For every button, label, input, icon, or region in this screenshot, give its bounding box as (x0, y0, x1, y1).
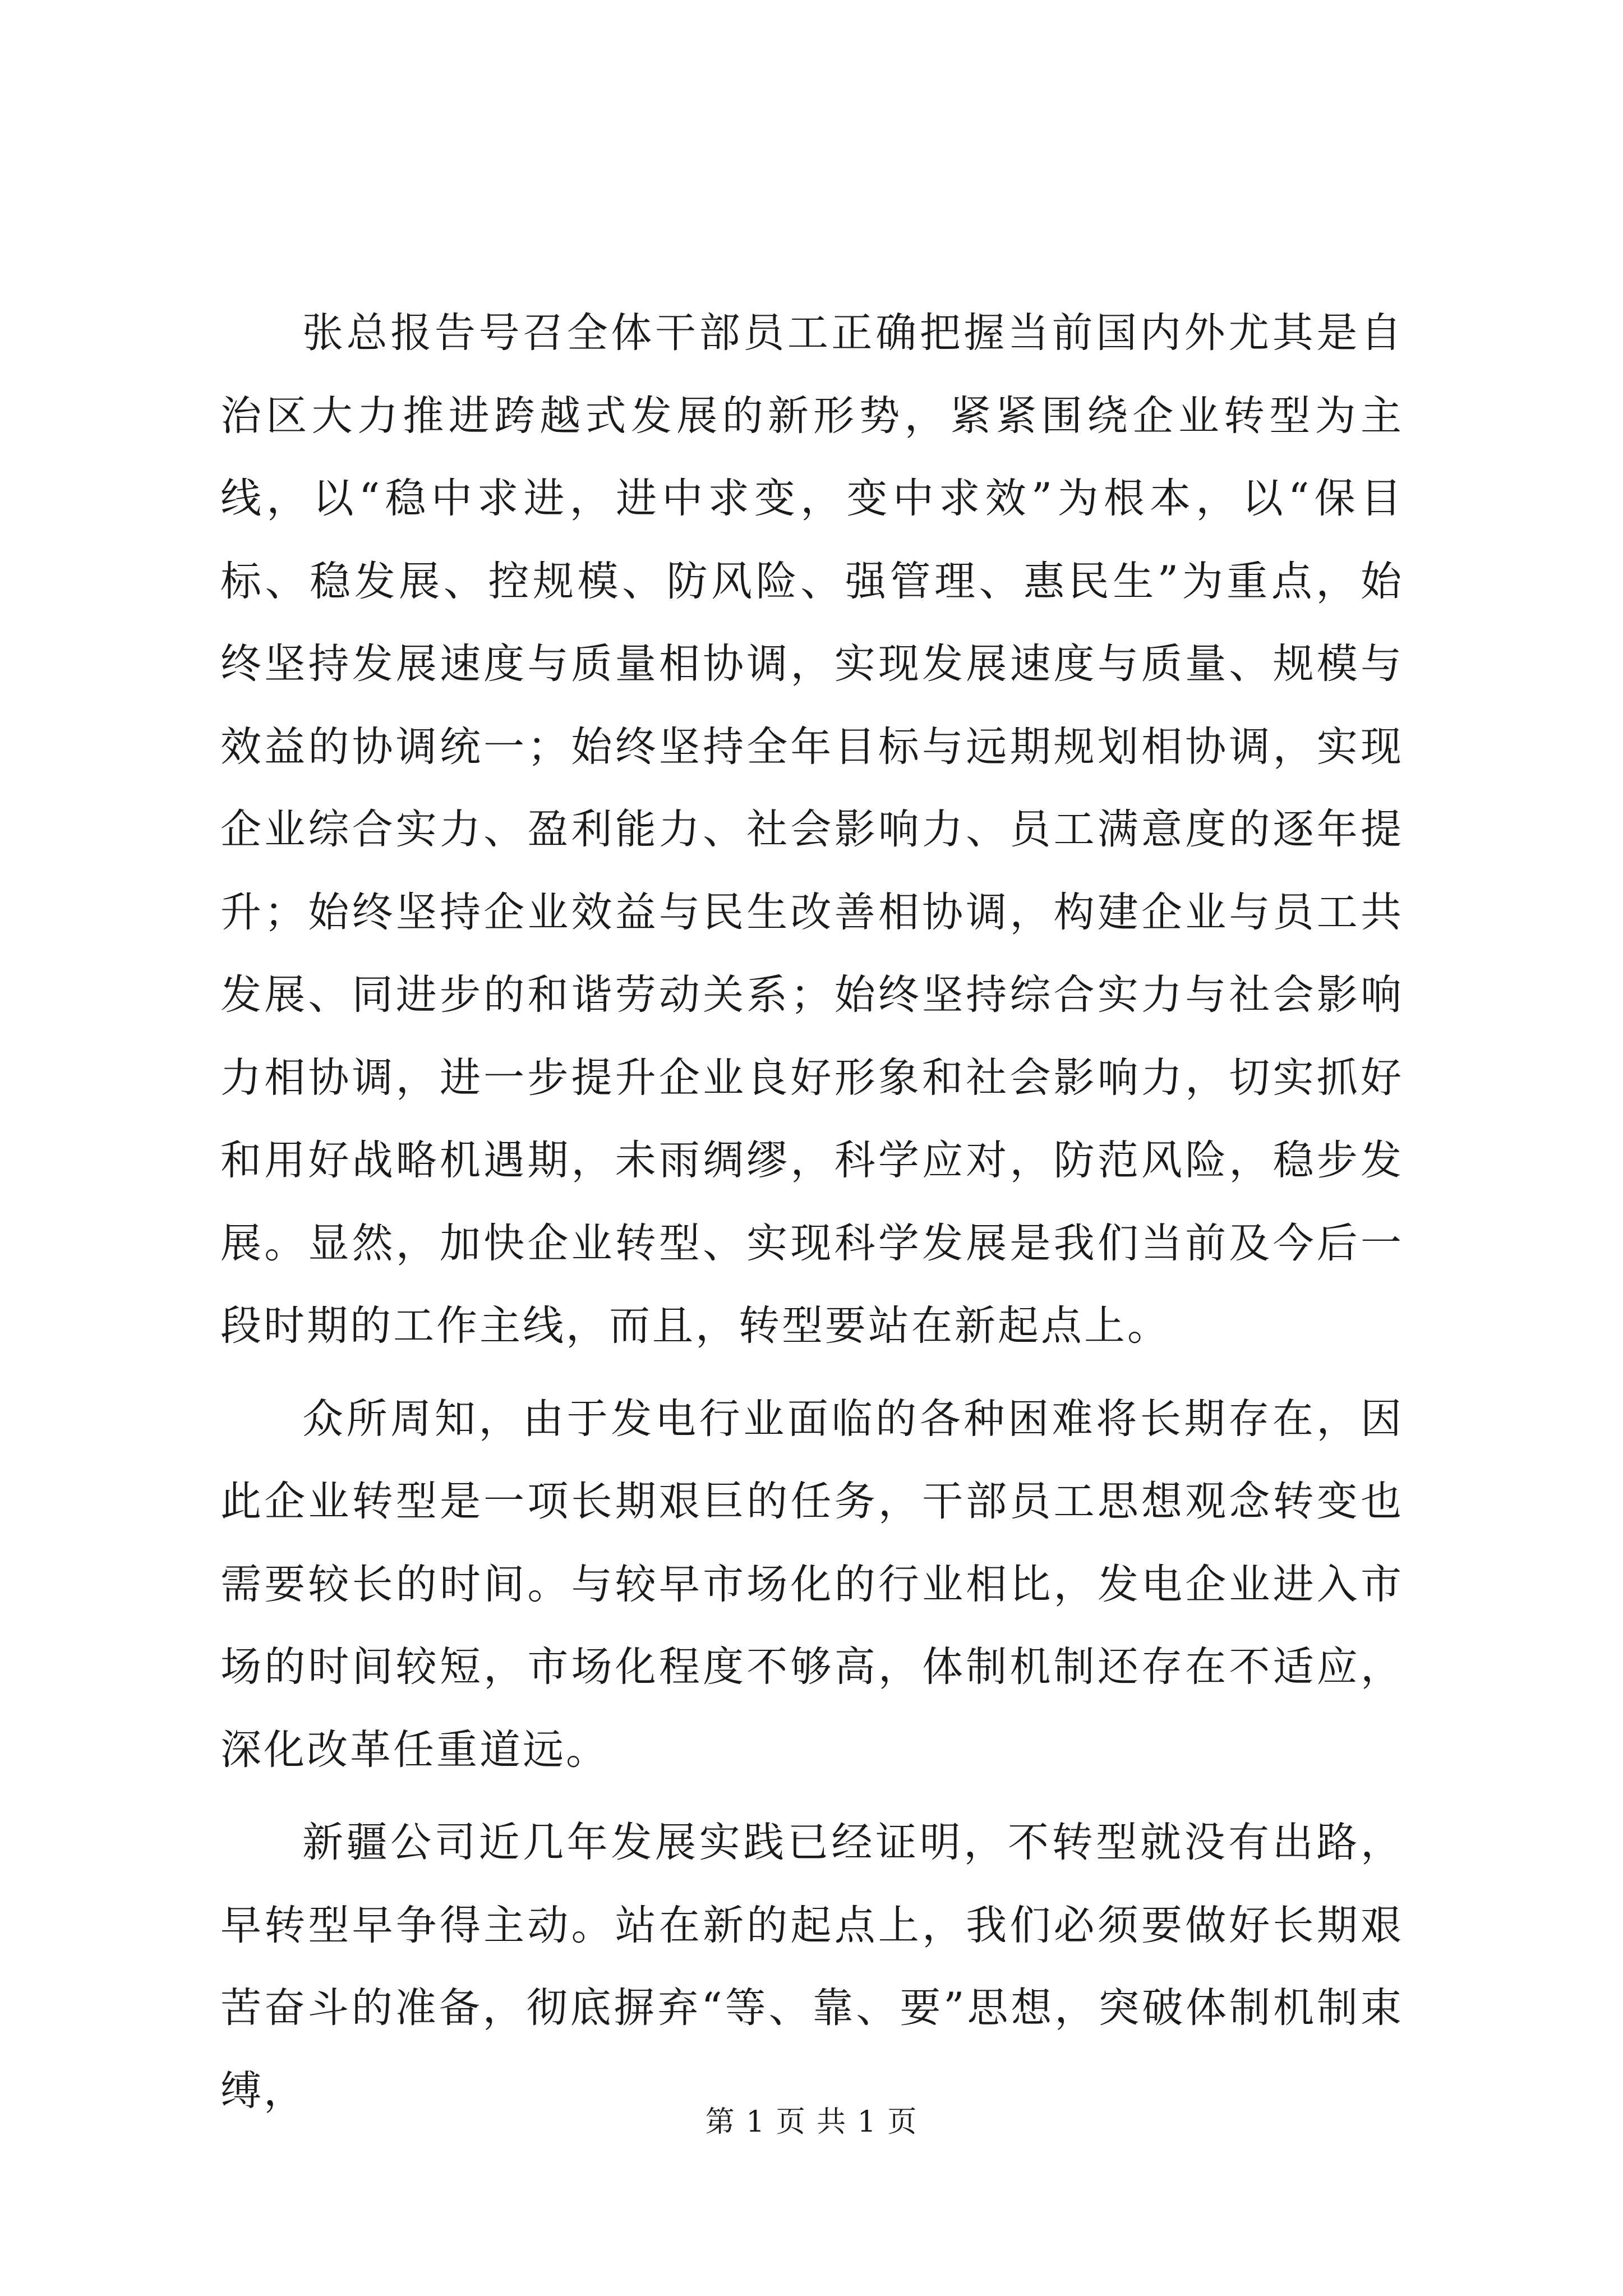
document-body (220, 292, 1404, 2142)
paragraph-3: 新疆公司近几年发展实践已经证明，不转型就没有出路，早转型早争得主动。站在新的起点上，我们必须要做好长期艰苦奋斗的准备，彻底摒弃“等、靠、要”思想，突破体制机制束缚， (220, 1819, 1404, 2115)
paragraph-2: 众所周知，由于发电行业面临的各种困难将长期存在，因此企业转型是一项长期艰巨的任务，干部员工思想观念转变也需要较长的时间。与较早市场化的行业相比，发电企业进入市场的时间较短，市场化程度不够高，体制机制还存在不适应，深化改革任重道远。 (220, 1395, 1404, 1774)
paragraph-1: 张总报告号召全体干部员工正确把握当前国内外尤其是自治区大力推进跨越式发展的新形势，紧紧围绕企业转型为主线，以“稳中求进，进中求变，变中求效”为根本，以“保目标、稳发展、控规模、防风险、强管理、惠民生”为重点，始终坚持发展速度与质量相协调，实现发展速度与质量、规模与效益的协调统一；始终坚持全年目标与远期规划相协调，实现企业综合实力、盈利能力、社会影响力、员工满意度的逐年提升；始终坚持企业效益与民生改善相协调，构建企业与员工共发展、同进步的和谐劳动关系；始终坚持综合实力与社会影响力相协调，进一步提升企业良好形象和社会影响力，切实抓好和用好战略机遇期，未雨绸缪，科学应对，防范风险，稳步发展。显然，加快企业转型、实现科学发展是我们当前及今后一段时期的工作主线，而且，转型要站在新起点上。 (220, 309, 1404, 1350)
page-footer: 第 1 页 共 1 页 (705, 2105, 918, 2139)
